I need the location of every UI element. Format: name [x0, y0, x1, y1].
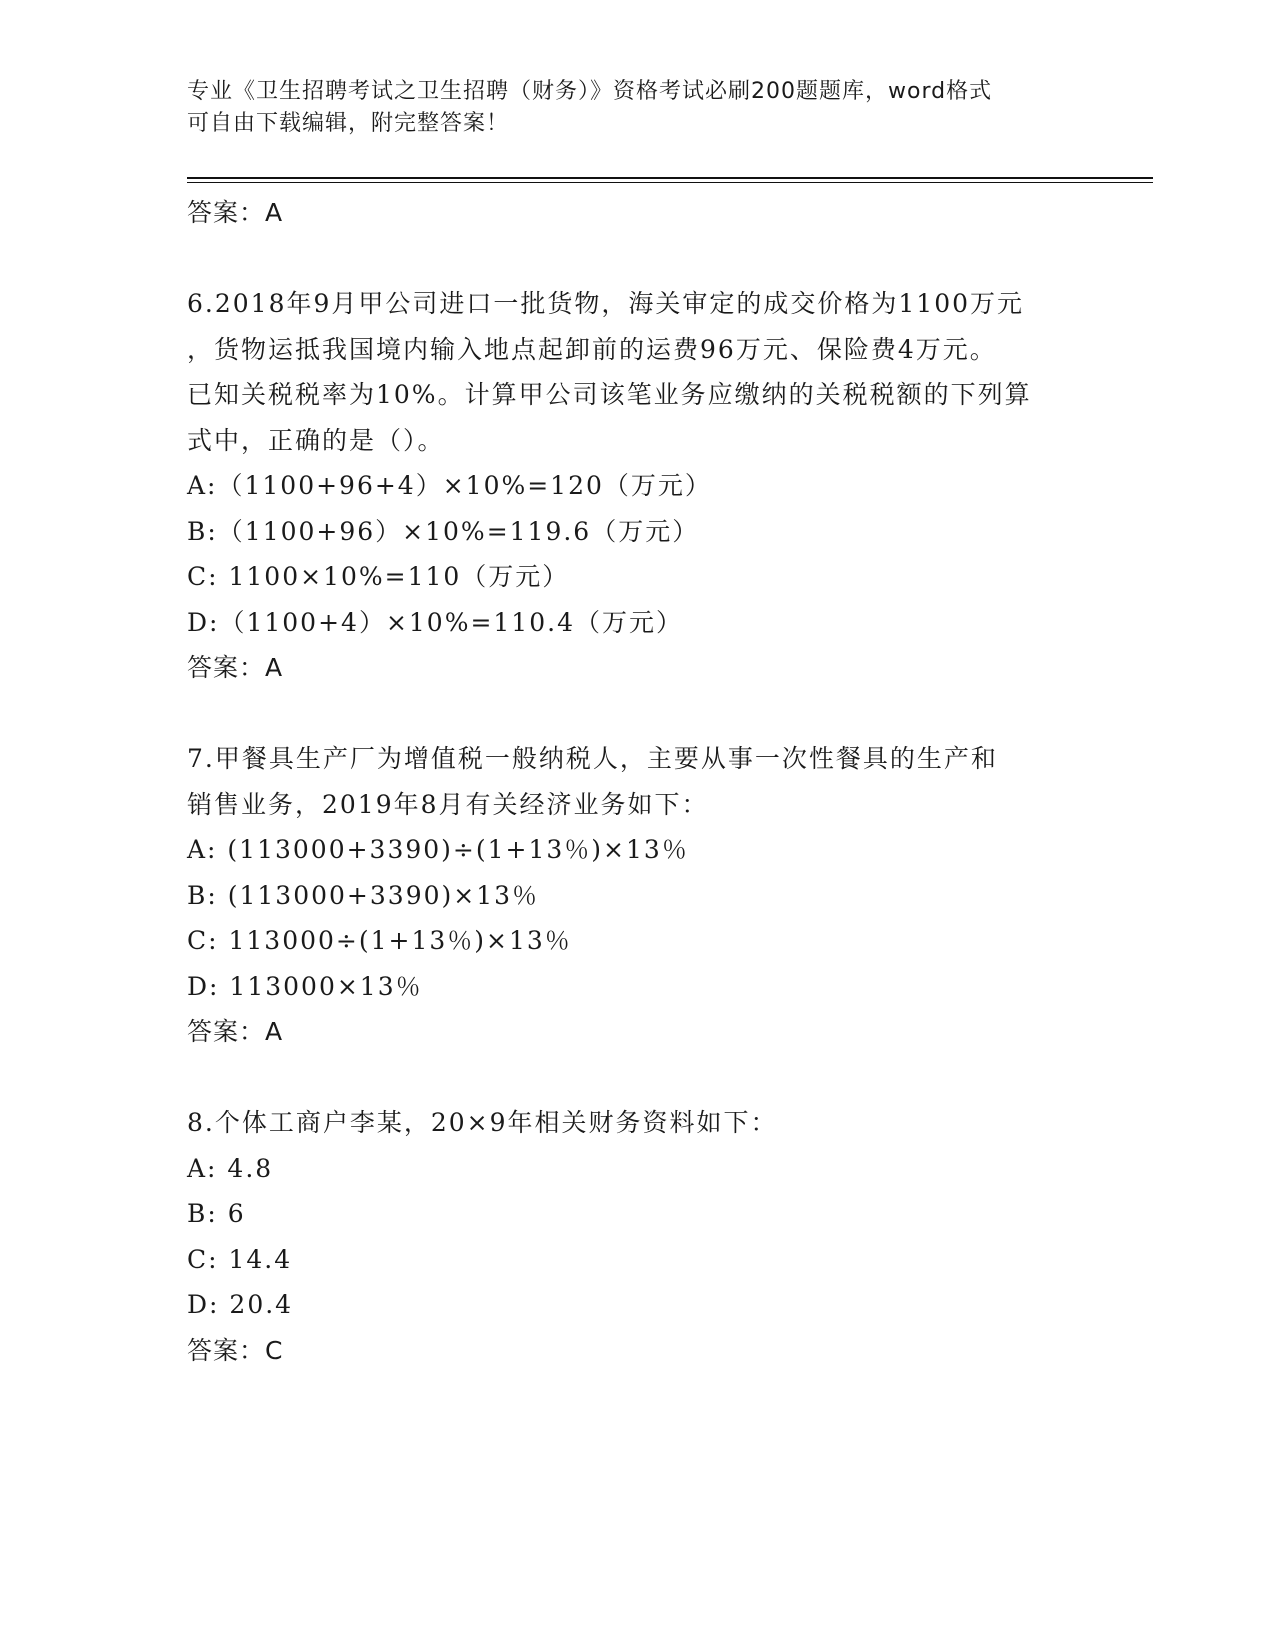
question-7	[187, 736, 1087, 1055]
option-a: A: (113000+3390)÷(1+13％)×13％	[187, 835, 689, 864]
question-stem: 7.甲餐具生产厂为增值税一般纳税人，主要从事一次性餐具的生产和	[187, 744, 998, 773]
option-c: C: 14.4	[187, 1244, 293, 1274]
header-line-1: 专业《卫生招聘考试之卫生招聘（财务）》资格考试必刷200题题库，word格式	[187, 79, 993, 104]
question-stem: 已知关税税率为10%。计算甲公司该笔业务应缴纳的关税税额的下列算	[187, 380, 1032, 409]
page-header	[187, 76, 1087, 140]
header-line-2: 可自由下载编辑，附完整答案！	[187, 111, 510, 136]
question-stem: ，货物运抵我国境内输入地点起卸前的运费96万元、保险费4万元。	[187, 334, 997, 364]
answer-line: 答案：C	[187, 1335, 284, 1365]
option-c: C: 1100×10%=110（万元）	[187, 562, 570, 591]
spacer	[187, 236, 1087, 282]
answer-line: 答案：A	[187, 198, 284, 227]
question-stem: 8.个体工商户李某，20×9年相关财务资料如下：	[187, 1108, 778, 1137]
option-a: A:（1100+96+4）×10%=120（万元）	[187, 471, 712, 500]
spacer	[187, 691, 1087, 737]
option-d: D: 20.4	[187, 1290, 294, 1319]
header-divider-thin	[187, 182, 1153, 183]
header-divider-thick	[187, 177, 1153, 179]
answer-line: 答案：A	[187, 1017, 284, 1046]
question-6	[187, 281, 1087, 691]
question-stem: 式中，正确的是（）。	[187, 425, 445, 455]
option-d: D:（1100+4）×10%=110.4（万元）	[187, 607, 683, 637]
document-body	[187, 190, 1087, 1373]
spacer	[187, 1055, 1087, 1101]
option-a: A: 4.8	[187, 1153, 274, 1183]
option-b: B: (113000+3390)×13％	[187, 880, 540, 910]
question-8	[187, 1100, 1087, 1373]
answer-line: 答案：A	[187, 653, 284, 682]
option-d: D: 113000×13％	[187, 971, 423, 1001]
option-b: B:（1100+96）×10%=119.6（万元）	[187, 516, 700, 546]
option-c: C: 113000÷(1+13％)×13％	[187, 926, 572, 955]
option-b: B: 6	[187, 1199, 246, 1228]
question-stem: 6.2018年9月甲公司进口一批货物，海关审定的成交价格为1100万元	[187, 289, 1025, 318]
question-stem: 销售业务，2019年8月有关经济业务如下：	[187, 789, 709, 819]
